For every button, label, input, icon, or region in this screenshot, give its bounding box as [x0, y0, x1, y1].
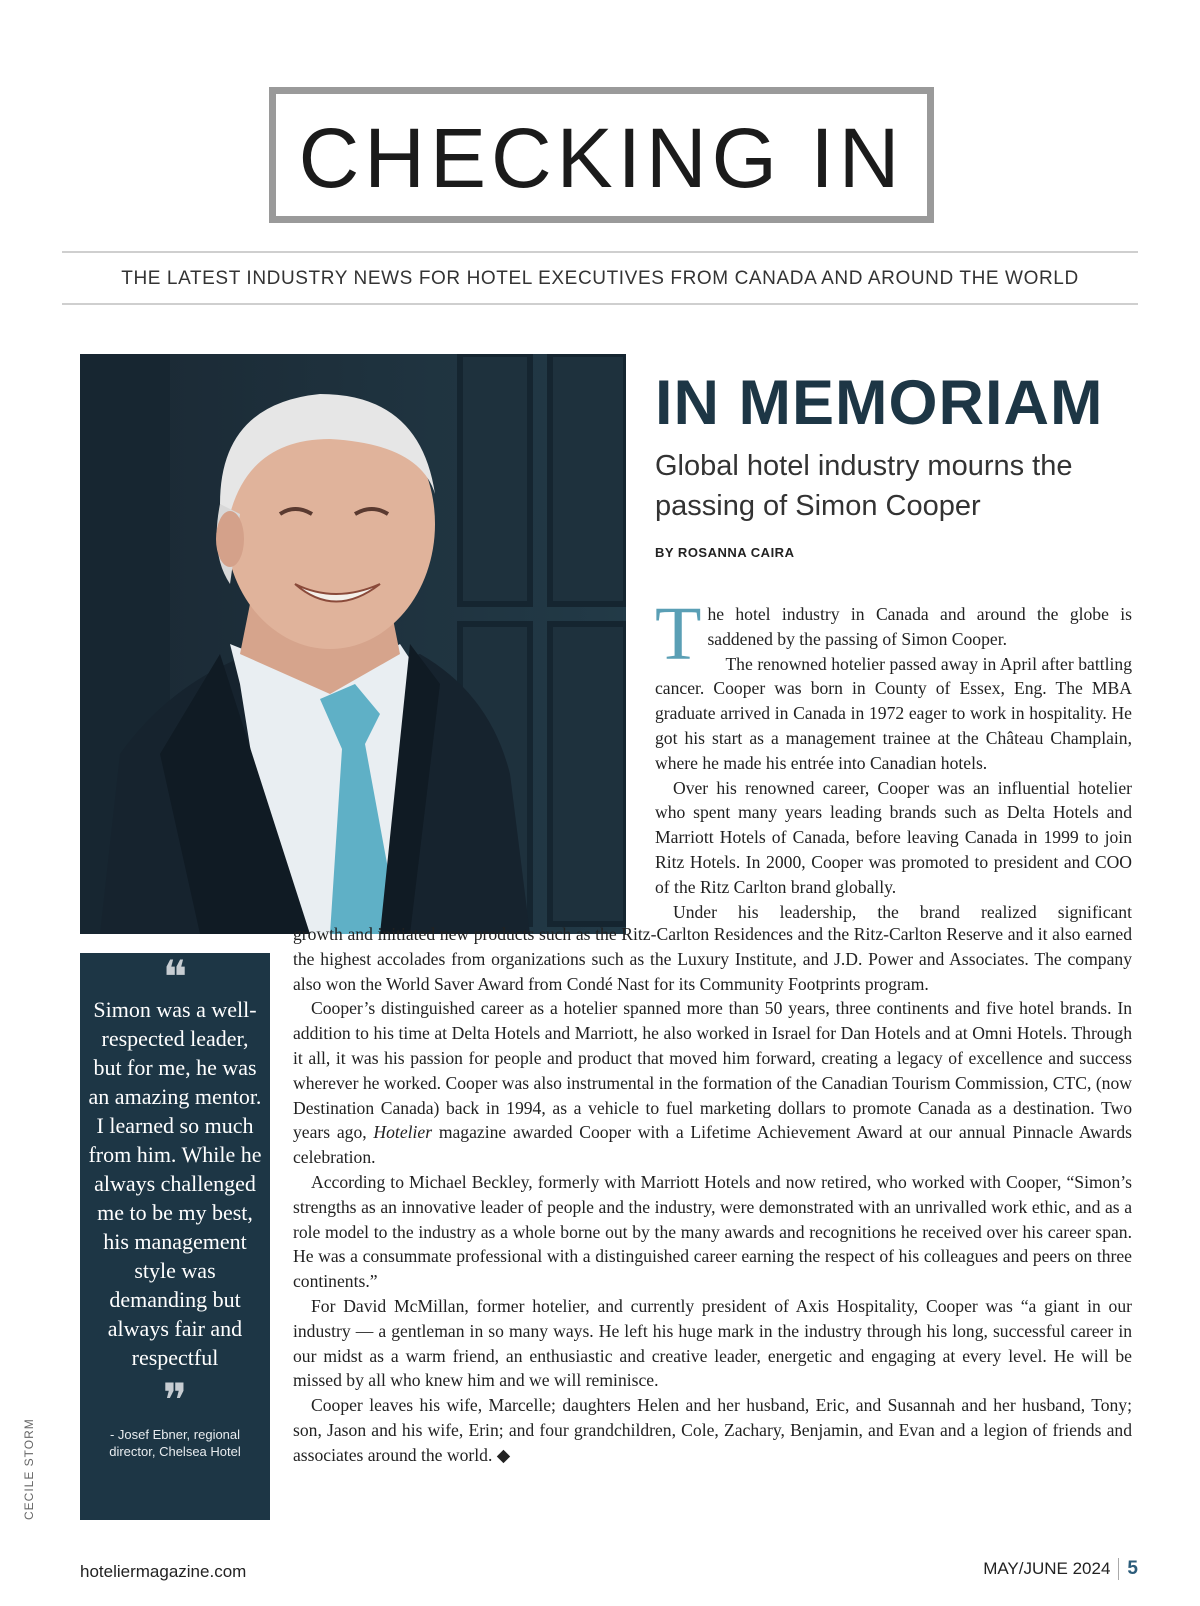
- paragraph-1: The hotel industry in Canada and around the globe is saddened by the passing of Simon Cooper.: [655, 592, 1132, 676]
- paragraph-4-tail: growth and initiated new products such as the Ritz-Carlton Residences and the Ritz-Carlton Reserve and it also earned the highest accolades from organizations such as the Luxury Institute, and J.D. Power and Associates. The company also won the World Saver Award from Condé Nast for its Community Footprints program.: [293, 924, 1132, 994]
- masthead-box: [269, 87, 934, 223]
- portrait-photo: [80, 354, 626, 934]
- tagline: THE LATEST INDUSTRY NEWS FOR HOTEL EXECUTIVES FROM CANADA AND AROUND THE WORLD: [121, 268, 1079, 289]
- paragraph-5: Cooper’s distinguished career as a hotelier spanned more than 50 years, three continents and five hotel brands. In addition to his time at Delta Hotels and Marriott, he also worked in Israel for Dan Hotels and at Omni Hotels. Through it all, it was his passion for people and product that moved him forward, creating a legacy of excellence and success wherever he worked. Cooper was also instrumental in the formation of the Canadian Tourism Commission, CTC, (now Destination Canada) back in 1994, as a vehicle to fuel marketing dollars to promote Canada as a destination. Two years ago, Hotelier magazine awarded Cooper with a Lifetime Achievement Award at our annual Pinnacle Awards celebration.: [293, 998, 1132, 1168]
- byline: BY ROSANNA CAIRA: [655, 545, 795, 560]
- footer-divider: [1118, 1558, 1119, 1580]
- article-body-wide-column: [293, 922, 1132, 1468]
- photo-credit: CECILE STORM: [22, 1418, 36, 1520]
- pull-quote-text: Simon was a well-respected leader, but for me, he was an amazing mentor. I learned so much from him. While he always challenged me to be my best, his management style was demanding but always fair and respectful: [88, 997, 262, 1370]
- pull-quote-attribution: - Josef Ebner, regional director, Chelsea Hotel: [109, 1427, 241, 1459]
- paragraph-4-head: Under his leadership, the brand realized significant: [673, 901, 1132, 922]
- magazine-name: Hotelier: [373, 1122, 433, 1143]
- pull-quote: [80, 953, 270, 1520]
- subheadline: Global hotel industry mourns the passing of Simon Cooper: [655, 450, 1073, 522]
- page-number: 5: [1127, 1558, 1138, 1579]
- paragraph-8: Cooper leaves his wife, Marcelle; daughters Helen and her husband, Eric, and Susannah and her husband, Tony; son, Jason and his wife, Erin; and four grandchildren, Cole, Zachary, Benjamin, and Evan and a legion of friends and associates around the world. ◆: [293, 1395, 1132, 1465]
- footer-issue-info: [983, 1558, 1138, 1580]
- open-quote-icon: ❝: [162, 952, 188, 1003]
- drop-cap: T: [655, 592, 702, 676]
- bottom-rule: [62, 303, 1138, 305]
- article-body-right-column: [655, 592, 1132, 924]
- masthead-title: CHECKING IN: [298, 111, 905, 205]
- paragraph-6: According to Michael Beckley, formerly with Marriott Hotels and now retired, who worked with Cooper, “Simon’s strengths as an innovative leader of people and the industry, were demonstrated with an unrivalled work ethic, and as a role model to the industry as a whole borne out by the many awards and recognitions he received over his career span. He was a consummate professional with a distinguished career earning the respect of his colleagues and peers on three continents.”: [293, 1171, 1132, 1292]
- paragraph-7: For David McMillan, former hotelier, and currently president of Axis Hospitality, Cooper was “a giant in our industry — a gentleman in so many ways. He left his huge mark in the industry through his long, successful career in our midst as a warm friend, an enthusiastic and creative leader, energetic and engaging at every level. He will be missed by all who knew him and we will reminisce.: [293, 1295, 1132, 1391]
- close-quote-icon: ❞: [162, 1375, 188, 1426]
- issue-date: MAY/JUNE 2024: [983, 1559, 1111, 1578]
- top-rule: [62, 251, 1138, 253]
- headline: IN MEMORIAM: [655, 368, 1104, 438]
- footer-website[interactable]: hoteliermagazine.com: [80, 1562, 247, 1581]
- paragraph-3: Over his renowned career, Cooper was an influential hotelier who spent many years leading brands such as Delta Hotels and Marriott Hotels of Canada, before leaving Canada in 1999 to join Ritz Hotels. In 2000, Cooper was promoted to president and COO of the Ritz Carlton brand globally.: [655, 777, 1132, 897]
- paragraph-2: The renowned hotelier passed away in April after battling cancer. Cooper was born in County of Essex, Eng. The MBA graduate arrived in Canada in 1972 eager to work in hospitality. He got his start as a management trainee at the Château Champlain, where he made his entrée into Canadian hotels.: [655, 653, 1132, 773]
